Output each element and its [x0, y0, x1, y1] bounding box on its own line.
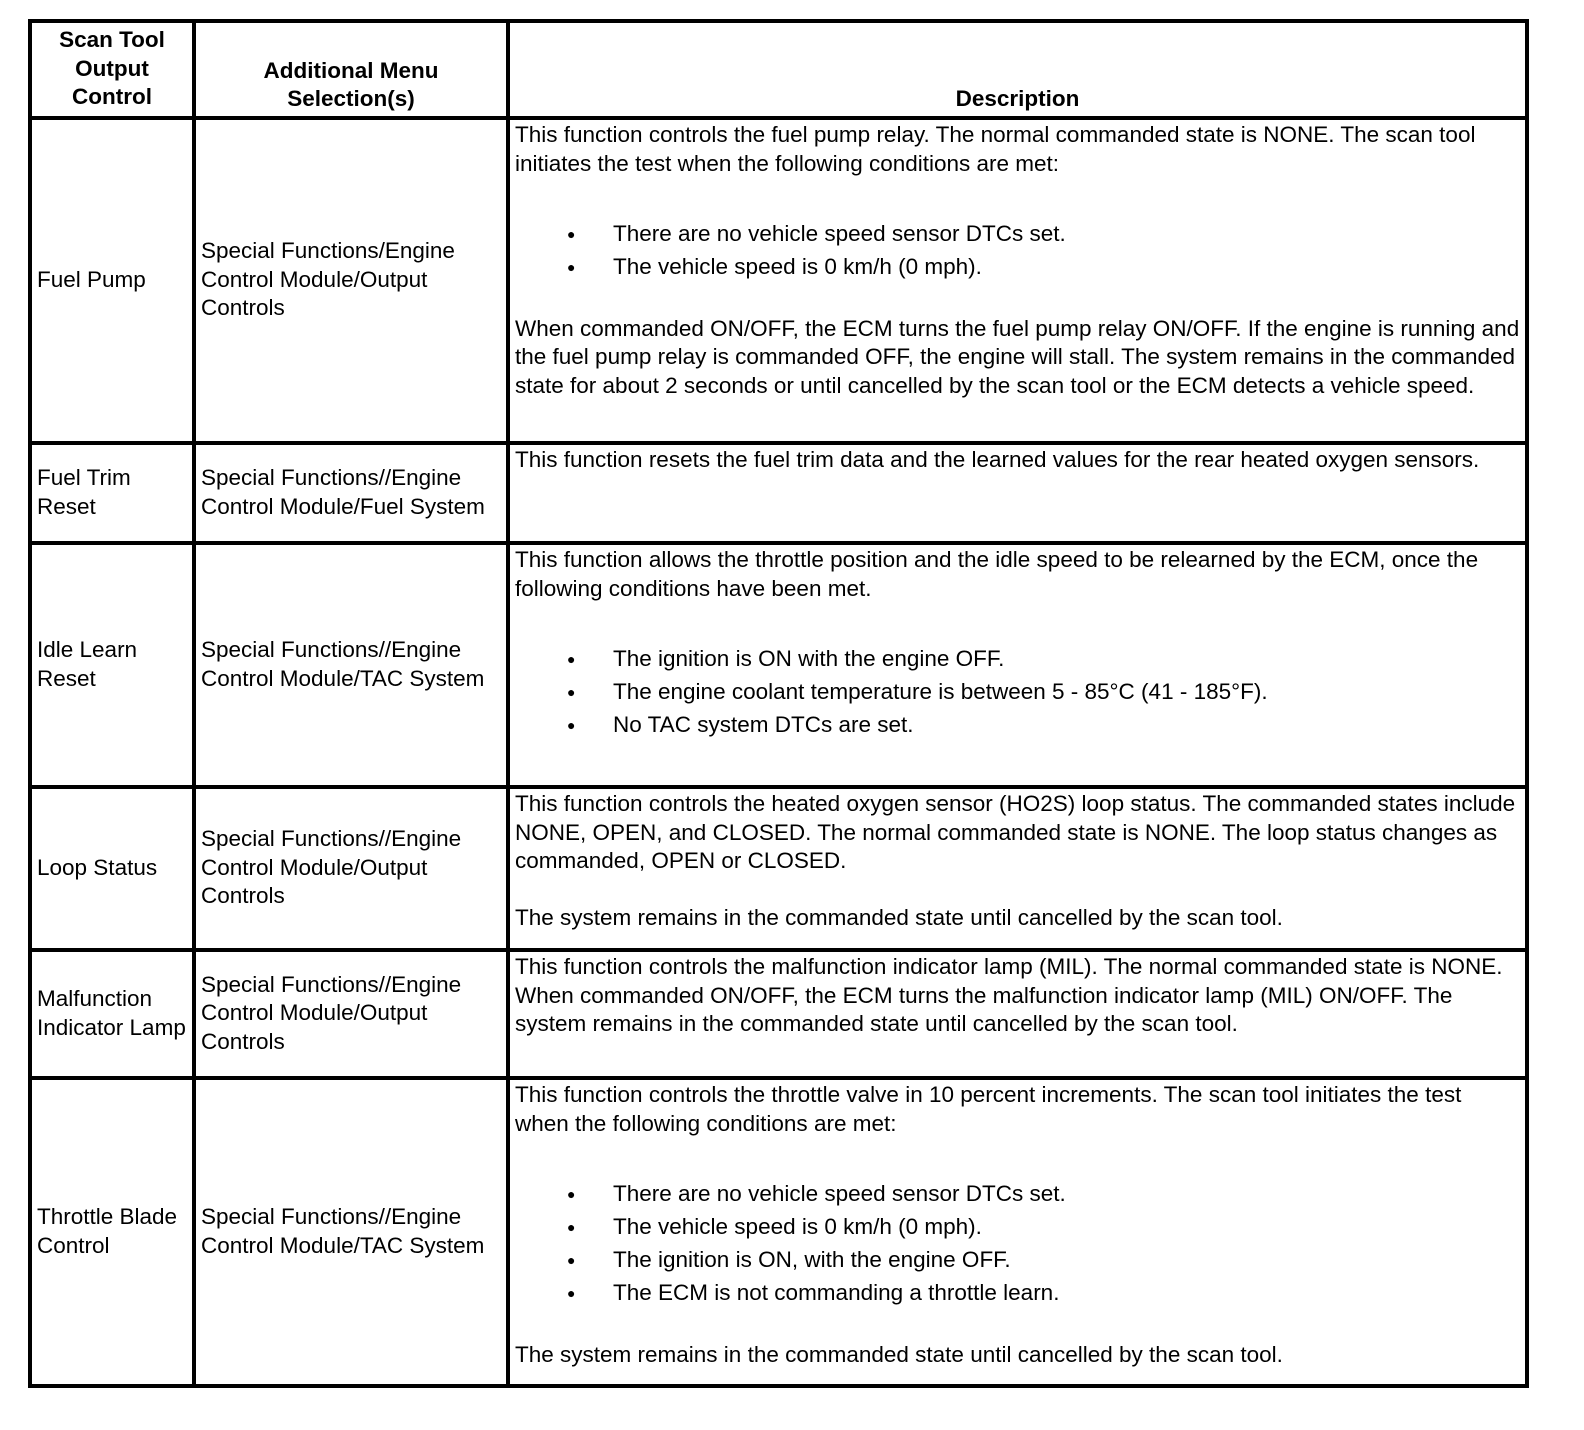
condition-list-item: ● The vehicle speed is 0 km/h (0 mph). [515, 1213, 1520, 1242]
output-control-name: Fuel Pump [30, 118, 194, 443]
output-control-name: Throttle Blade Control [30, 1078, 194, 1386]
menu-selection: Special Functions/Engine Control Module/Output Controls [194, 118, 508, 443]
output-control-name: Idle Learn Reset [30, 543, 194, 787]
description-cell [508, 787, 1527, 950]
paragraph-spacer [515, 286, 1520, 315]
output-controls-table [28, 19, 1529, 1388]
condition-list-item: ● There are no vehicle speed sensor DTCs set. [515, 1180, 1520, 1209]
description-cell [508, 543, 1527, 787]
paragraph-spacer [515, 178, 1520, 207]
description-paragraph: This function controls the heated oxygen sensor (HO2S) loop status. The commanded states include NONE, OPEN, and CLOSED. The normal commanded state is NONE. The loop status changes as commanded, OPEN or CLOSED. [515, 791, 1516, 874]
output-control-name: Fuel Trim Reset [30, 443, 194, 543]
description-paragraph: This function controls the malfunction indicator lamp (MIL). The normal commanded state is NONE. When commanded ON/OFF, the ECM turns the malfunction indicator lamp (MIL) ON/OFF. The system remains in the commanded state until cancelled by the scan tool. [515, 954, 1503, 1037]
condition-list-item: ● The vehicle speed is 0 km/h (0 mph). [515, 253, 1520, 282]
paragraph-spacer [515, 603, 1520, 632]
table-row [30, 443, 1527, 543]
menu-selection: Special Functions//Engine Control Module/Fuel System [194, 443, 508, 543]
paragraph-spacer [515, 876, 1520, 905]
header-scan-tool-output-control: Scan Tool Output Control [30, 21, 194, 118]
header-row [30, 21, 1527, 118]
condition-list-item: ● The ignition is ON with the engine OFF. [515, 645, 1520, 674]
description-cell [508, 118, 1527, 443]
description-paragraph: When commanded ON/OFF, the ECM turns the fuel pump relay ON/OFF. If the engine is running and the fuel pump relay is commanded OFF, the engine will stall. The system remains in the commanded state for about 2 seconds or until cancelled by the scan tool or the ECM detects a vehicle speed. [515, 315, 1520, 398]
condition-list-item: ● The ignition is ON, with the engine OFF. [515, 1246, 1520, 1275]
menu-selection: Special Functions//Engine Control Module/TAC System [194, 543, 508, 787]
output-control-name: Loop Status [30, 787, 194, 950]
description-paragraph: This function allows the throttle position and the idle speed to be relearned by the ECM, once the following conditions have been met. [515, 547, 1479, 601]
menu-selection: Special Functions//Engine Control Module/Output Controls [194, 787, 508, 950]
condition-list [515, 220, 1520, 282]
header-description: Description [508, 21, 1527, 118]
table-row [30, 543, 1527, 787]
table-row [30, 950, 1527, 1078]
description-paragraph: This function resets the fuel trim data and the learned values for the rear heated oxygen sensors. [515, 447, 1480, 472]
paragraph-spacer [515, 1138, 1520, 1167]
description-paragraph: This function controls the fuel pump relay. The normal commanded state is NONE. The scan tool initiates the test when the following conditions are met: [515, 122, 1476, 176]
description-cell [508, 443, 1527, 543]
menu-selection: Special Functions//Engine Control Module/Output Controls [194, 950, 508, 1078]
description-cell [508, 950, 1527, 1078]
table-row [30, 787, 1527, 950]
condition-list [515, 645, 1520, 740]
condition-list [515, 1180, 1520, 1308]
paragraph-spacer [515, 1312, 1520, 1341]
description-paragraph: This function controls the throttle valve in 10 percent increments. The scan tool initiates the test when the following conditions are met: [515, 1082, 1462, 1136]
condition-list-item: ● The engine coolant temperature is between 5 - 85°C (41 - 185°F). [515, 678, 1520, 707]
table-row [30, 1078, 1527, 1386]
menu-selection: Special Functions//Engine Control Module/TAC System [194, 1078, 508, 1386]
description-paragraph: The system remains in the commanded state until cancelled by the scan tool. [515, 905, 1283, 931]
description-paragraph: The system remains in the commanded state until cancelled by the scan tool. [515, 1341, 1283, 1367]
condition-list-item: ● No TAC system DTCs are set. [515, 711, 1520, 740]
table-row [30, 118, 1527, 443]
header-additional-menu-selections: Additional Menu Selection(s) [194, 21, 508, 118]
condition-list-item: ● The ECM is not commanding a throttle learn. [515, 1279, 1520, 1308]
description-cell [508, 1078, 1527, 1386]
output-control-name: Malfunction Indicator Lamp [30, 950, 194, 1078]
condition-list-item: ● There are no vehicle speed sensor DTCs set. [515, 220, 1520, 249]
